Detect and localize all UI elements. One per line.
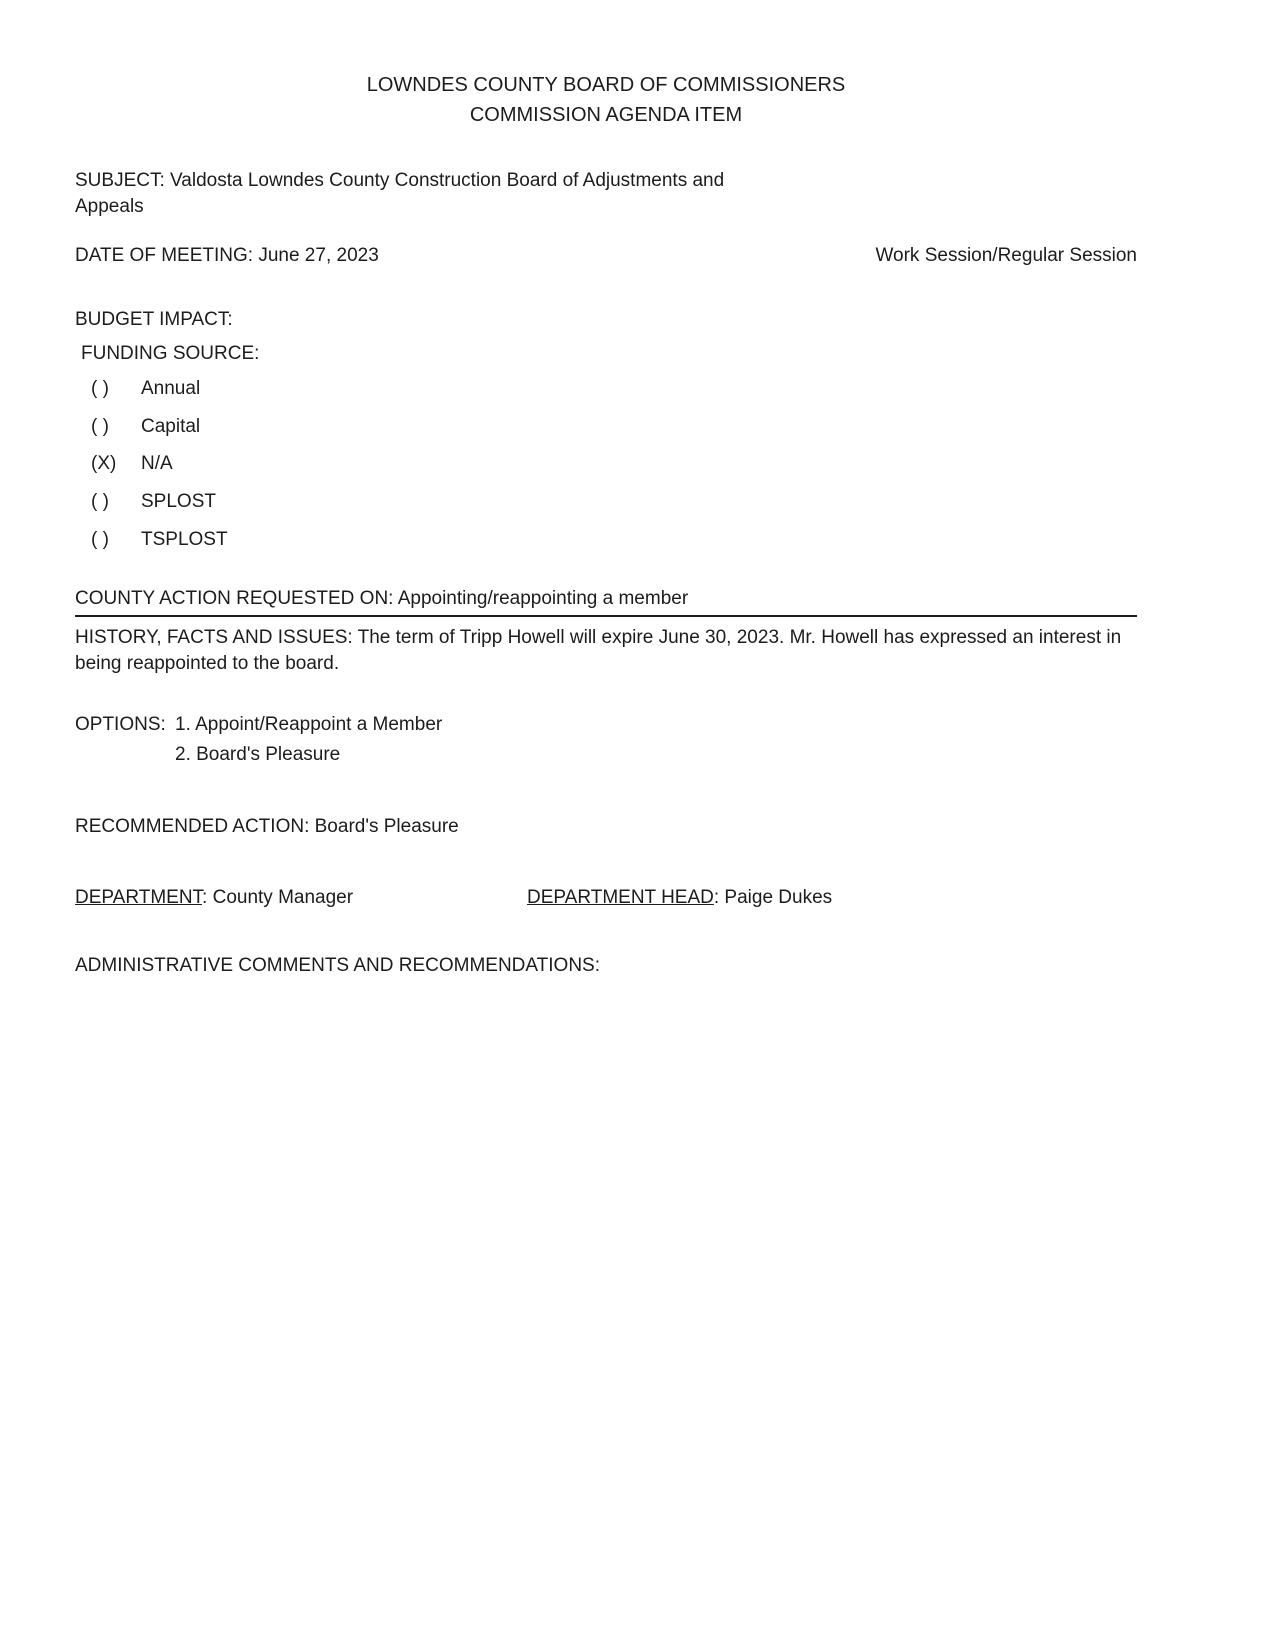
document-title-line1: LOWNDES COUNTY BOARD OF COMMISSIONERS: [366, 74, 846, 96]
options-list: [175, 712, 442, 771]
county-action-value: Appointing/reappointing a member: [393, 588, 689, 610]
option-item-1: 1. Appoint/Reappoint a Member: [175, 714, 443, 736]
funding-option-label: Annual: [141, 378, 201, 400]
department-cell: [75, 885, 527, 911]
meeting-date-value: June 27, 2023: [253, 245, 379, 267]
recommended-action-label: RECOMMENDED ACTION:: [75, 815, 310, 837]
funding-option-label: N/A: [141, 453, 173, 475]
checkbox-tsplost: ( ): [91, 528, 109, 550]
funding-option-label: SPLOST: [141, 491, 216, 513]
option-item-2: 2. Board's Pleasure: [175, 743, 341, 765]
document-title: [75, 70, 1137, 130]
department-label: DEPARTMENT: [75, 887, 203, 909]
subject-label: SUBJECT:: [75, 170, 165, 191]
department-head-value: : Paige Dukes: [713, 887, 833, 909]
funding-option-label: TSPLOST: [141, 528, 228, 550]
subject-section: [75, 168, 795, 219]
administrative-comments-label: ADMINISTRATIVE COMMENTS AND RECOMMENDATIONS:: [75, 954, 600, 976]
recommended-action-value: Board's Pleasure: [309, 815, 459, 837]
recommended-action-section: [75, 814, 1137, 840]
options-section: [75, 712, 1137, 771]
department-value: : County Manager: [202, 887, 354, 909]
funding-source-label: FUNDING SOURCE:: [81, 342, 260, 364]
history-text: The term of Tripp Howell will expire June 30, 2023. Mr. Howell has expressed an interest in being reappointed to the board.: [75, 627, 1122, 674]
funding-option-na: [91, 451, 1137, 477]
funding-option-splost: [91, 489, 1137, 515]
checkbox-capital: ( ): [91, 415, 109, 437]
meeting-date-row: [75, 243, 1137, 269]
funding-option-capital: [91, 414, 1137, 440]
county-action-section: [75, 586, 1137, 617]
document-title-line2: COMMISSION AGENDA ITEM: [469, 104, 743, 126]
subject-value: Valdosta Lowndes County Construction Board of Adjustments and Appeals: [75, 170, 725, 217]
budget-impact-label: BUDGET IMPACT:: [75, 308, 233, 330]
department-head-cell: [527, 885, 832, 911]
options-label: OPTIONS:: [75, 714, 166, 736]
department-head-label: DEPARTMENT HEAD: [527, 887, 714, 909]
checkbox-splost: ( ): [91, 491, 109, 513]
session-type: Work Session/Regular Session: [875, 245, 1137, 267]
county-action-label: COUNTY ACTION REQUESTED ON:: [75, 588, 394, 610]
checkbox-annual: ( ): [91, 378, 109, 400]
checkbox-na-checked: (X): [91, 453, 117, 475]
meeting-date-label: DATE OF MEETING:: [75, 245, 254, 267]
history-section: [75, 625, 1137, 676]
funding-option-annual: [91, 376, 1137, 402]
funding-option-label: Capital: [141, 415, 201, 437]
department-row: [75, 885, 1137, 911]
history-label: HISTORY, FACTS AND ISSUES:: [75, 627, 353, 649]
funding-option-tsplost: [91, 527, 1137, 553]
meeting-date: [75, 243, 379, 269]
funding-source-list: [75, 376, 1137, 552]
